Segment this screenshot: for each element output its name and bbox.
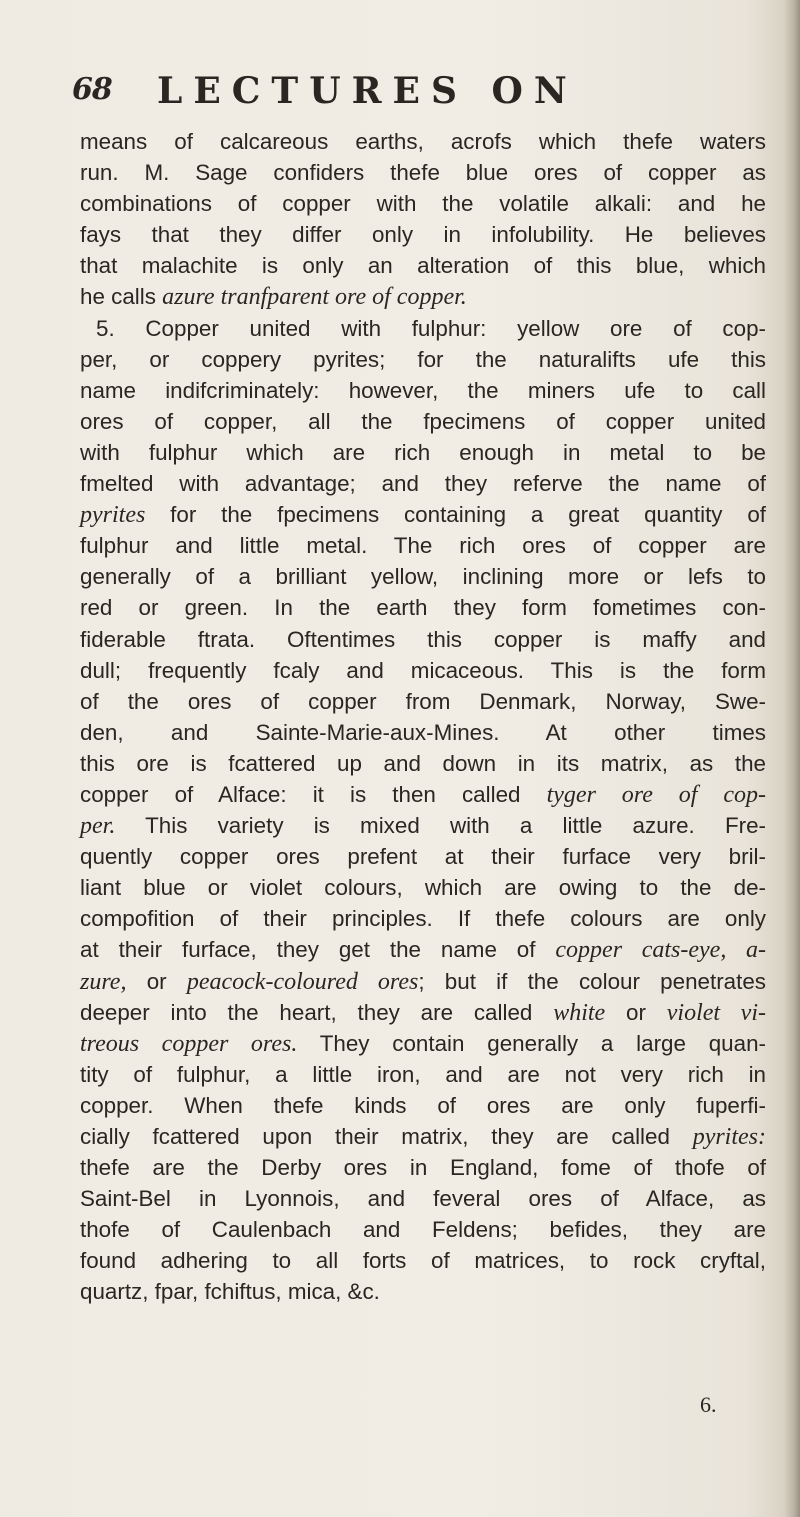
text-line: that malachite is only an alteration of this blue, which — [80, 253, 766, 279]
text-line: he calls azure tranfparent ore of copper. — [80, 284, 467, 311]
catchword: 6. — [700, 1392, 717, 1417]
text-line: per. This variety is mixed with a little azure. Fre- — [80, 813, 766, 840]
text-line: name indifcriminately: however, the miners ufe to call — [80, 377, 766, 403]
text-line: found adhering to all forts of matrices, to rock cryftal, — [80, 1248, 766, 1274]
text-line: at their furface, they get the name of copper cats-eye, a- — [80, 937, 766, 964]
text-line: fays that they differ only in infolubility. He believes — [80, 222, 766, 248]
text-line: Saint-Bel in Lyonnois, and feveral ores of Alface, as — [80, 1186, 766, 1212]
text-line: dull; frequently fcaly and micaceous. This is the form — [80, 657, 766, 683]
text-line: with fulphur which are rich enough in metal to be — [80, 439, 766, 465]
text-line: liant blue or violet colours, which are owing to the de- — [80, 875, 766, 901]
text-line: zure, or peacock-coloured ores; but if the colour penetrates — [80, 968, 766, 995]
text-line: thefe are the Derby ores in England, fome of thofe of — [80, 1155, 766, 1181]
text-line: copper. When thefe kinds of ores are only fuperfi- — [80, 1092, 766, 1118]
text-line: pyrites for the fpecimens containing a great quantity of — [80, 502, 766, 529]
text-line: red or green. In the earth they form fometimes con- — [80, 595, 766, 621]
text-line: 5. Copper united with fulphur: yellow ore of cop- — [96, 315, 766, 341]
page-number: 68 — [72, 72, 112, 107]
text-line: fulphur and little metal. The rich ores of copper are — [80, 533, 766, 559]
text-line: ores of copper, all the fpecimens of copper united — [80, 408, 766, 434]
body-text — [80, 126, 766, 1308]
text-line: copper of Alface: it is then called tyger ore of cop- — [80, 781, 766, 808]
text-line: tity of fulphur, a little iron, and are not very rich in — [80, 1061, 766, 1087]
text-line: fmelted with advantage; and they referve the name of — [80, 471, 766, 497]
text-line: compofition of their principles. If thefe colours are only — [80, 906, 766, 932]
text-line: treous copper ores. They contain generally a large quan- — [80, 1030, 766, 1057]
text-line: generally of a brilliant yellow, inclining more or lefs to — [80, 564, 766, 590]
text-line: cially fcattered upon their matrix, they are called pyrites: — [80, 1124, 766, 1150]
text-line: thofe of Caulenbach and Feldens; befides, they are — [80, 1217, 766, 1243]
text-line: deeper into the heart, they are called white or violet vi- — [80, 999, 766, 1026]
running-head: LECTURES ON — [157, 70, 578, 112]
text-line: den, and Sainte-Marie-aux-Mines. At other times — [80, 719, 766, 745]
text-line: run. M. Sage confiders thefe blue ores of copper as — [80, 160, 766, 186]
text-line: combinations of copper with the volatile alkali: and he — [80, 191, 766, 217]
text-line: quently copper ores prefent at their furface very bril- — [80, 844, 766, 870]
page-header — [72, 72, 732, 112]
text-line: quartz, fpar, fchiftus, mica, &c. — [80, 1279, 380, 1305]
text-line: of the ores of copper from Denmark, Norway, Swe- — [80, 688, 766, 714]
text-line: means of calcareous earths, acrofs which thefe waters — [80, 129, 766, 154]
text-line: per, or coppery pyrites; for the naturalifts ufe this — [80, 346, 766, 372]
page-edge-shadow — [784, 0, 800, 1517]
text-line: fiderable ftrata. Oftentimes this copper is maffy and — [80, 626, 766, 652]
text-line: this ore is fcattered up and down in its matrix, as the — [80, 750, 766, 776]
